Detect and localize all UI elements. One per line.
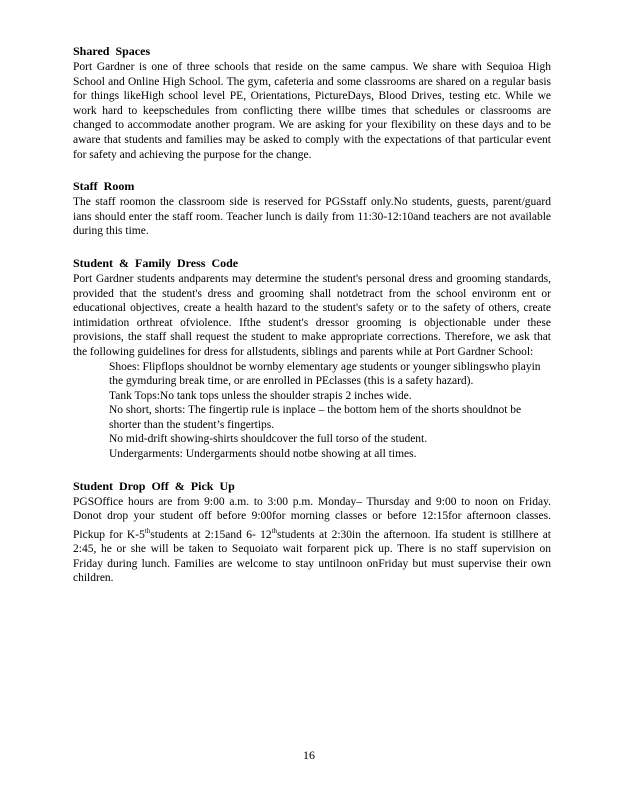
page-content	[73, 44, 551, 603]
list-item-text: Tank Tops:No tank tops unless the shoulder strapis 2 inches wide.	[109, 389, 412, 402]
section-dress-code	[73, 256, 551, 462]
list-item	[87, 403, 551, 432]
drop-off-text-part3: students at 2:30in the afternoon. Ifa student is stillhere at 2:45, he or she will be taken to Sequoiato wait forparent pick up. There is no staff supervision on Friday during lunch. Families are welcome to stay untilnoon onFriday but must supervise their own children.	[73, 528, 552, 585]
superscript-th: th	[271, 526, 278, 535]
list-item	[87, 432, 551, 447]
paragraph-shared-spaces: Port Gardner is one of three schools that reside on the same campus. We share with Sequioa High School and Online High School. The gym, cafeteria and some classrooms are shared on a regular basis for things likeHigh school level PE, Orientations, PictureDays, Blood Drives, testing etc. While we work hard to keepschedules from conflicting there willbe times that schedules or classrooms are changed to accommodate another program. We are asking for your flexibility on these days and to be aware that students and families may be asked to comply with the expectations of that particular event for safety and achieving the purpose for the change.	[73, 61, 551, 161]
paragraph-staff-room: The staff roomon the classroom side is reserved for PGSstaff only.No students, guests, parent/guard ians should enter the staff room. Teacher lunch is daily from 11:30-12:10and teachers are not available during this time.	[73, 196, 551, 238]
paragraph-dress-code: Port Gardner students andparents may determine the student's personal dress and grooming standards, provided that the student's dress and grooming shall notdetract from the school environm ent or educational objectives, create a health hazard to the student's safety or to the safety of others, create intimidation orthreat ofviolence. Ifthe student's dressor grooming is objectionable under these provisions, the staff shall request the student to make appropriate corrections. Therefore, we ask that the following guidelines for dress for allstudents, siblings and parents while at Port Gardner School:	[73, 272, 551, 358]
list-item-text: Undergarments: Undergarments should notbe showing at all times.	[109, 448, 417, 461]
heading-drop-off-pick-up: Student Drop Off & Pick Up	[73, 478, 235, 493]
paragraph-drop-off-pick-up	[73, 495, 551, 586]
list-item	[87, 389, 551, 404]
page-number: 16	[303, 748, 315, 762]
dress-code-list	[73, 360, 551, 462]
drop-off-text-part1: PGSOffice hours are from 9:00 a.m. to 3:00 p.m. Monday– Thursday and 9:00 to noon on Friday. Donot drop your student off before 9:00for morning classes or before 12:15for afternoon classes. Pickup for K-5	[73, 495, 551, 541]
heading-shared-spaces: Shared Spaces	[73, 44, 151, 58]
list-item-text: Shoes: Flipflops shouldnot be wornby elementary age students or younger siblingswho playin the gymduring break time, or are enrolled in PEclasses (this is a safety hazard).	[109, 360, 541, 388]
list-item-text: No short, shorts: The fingertip rule is inplace – the bottom hem of the shorts shouldnot be shorter than the student’s fingertips.	[109, 404, 522, 431]
heading-dress-code: Student & Family Dress Code	[73, 255, 239, 270]
superscript-th: th	[144, 526, 151, 535]
heading-staff-room: Staff Room	[73, 179, 135, 194]
section-drop-off-pick-up	[73, 479, 551, 586]
list-item	[87, 360, 551, 389]
section-staff-room	[73, 179, 551, 239]
drop-off-text-part2: students at 2:15and 6- 12	[150, 528, 272, 541]
list-item	[87, 447, 551, 462]
list-item-text: No mid-drift showing-shirts shouldcover the full torso of the student.	[109, 433, 428, 446]
section-shared-spaces	[73, 44, 551, 162]
